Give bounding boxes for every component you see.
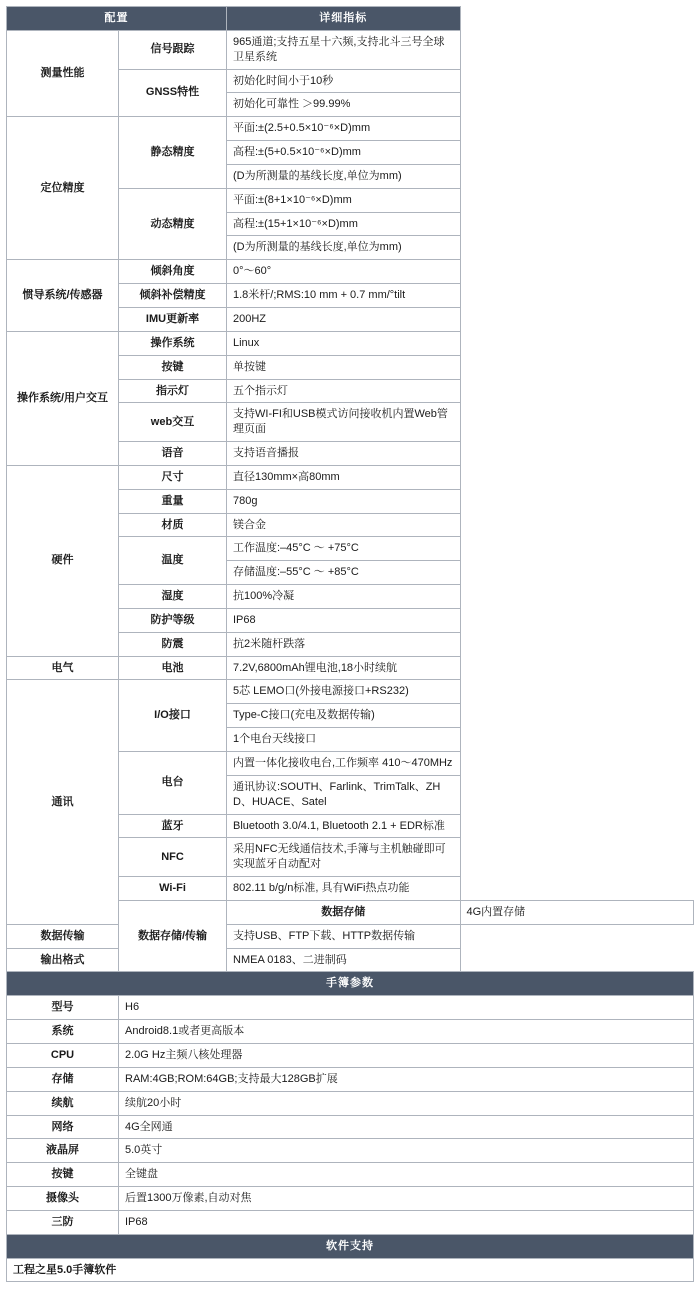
spec-group-label: 硬件 xyxy=(7,465,119,656)
spec-value: Type-C接口(充电及数据传输) xyxy=(227,704,461,728)
handbook-label: 续航 xyxy=(7,1091,119,1115)
handbook-value: 4G全网通 xyxy=(119,1115,694,1139)
spec-value: 1.8米杆/;RMS:10 mm + 0.7 mm/°tilt xyxy=(227,284,461,308)
software-table xyxy=(6,1234,694,1283)
spec-value: 1个电台天线接口 xyxy=(227,728,461,752)
spec-value: 高程:±(5+0.5×10⁻⁶×D)mm xyxy=(227,141,461,165)
table-row xyxy=(7,656,694,680)
table-row xyxy=(7,117,694,141)
handbook-table xyxy=(6,971,694,1234)
handbook-value: 后置1300万像素,自动对焦 xyxy=(119,1187,694,1211)
handbook-value: Android8.1或者更高版本 xyxy=(119,1020,694,1044)
spec-sub-label: 数据传输 xyxy=(7,924,119,948)
spec-value: 采用NFC无线通信技术,手簿与主机触碰即可实现蓝牙自动配对 xyxy=(227,838,461,877)
spec-sub-label: NFC xyxy=(119,838,227,877)
spec-value: 存储温度:–55°C ～ +85°C xyxy=(227,561,461,585)
handbook-value: RAM:4GB;ROM:64GB;支持最大128GB扩展 xyxy=(119,1067,694,1091)
spec-value: 支持USB、FTP下载、HTTP数据传输 xyxy=(227,924,461,948)
spec-sub-label: IMU更新率 xyxy=(119,307,227,331)
table-row xyxy=(7,680,694,704)
spec-value: 5芯 LEMO口(外接电源接口+RS232) xyxy=(227,680,461,704)
software-table-body xyxy=(7,1258,694,1282)
handbook-label: CPU xyxy=(7,1043,119,1067)
handbook-row xyxy=(7,996,694,1020)
spec-group-label: 惯导系统/传感器 xyxy=(7,260,119,332)
table-row xyxy=(7,260,694,284)
spec-sub-label: 输出格式 xyxy=(7,948,119,972)
handbook-row xyxy=(7,1187,694,1211)
spec-value: 965通道;支持五星十六频,支持北斗三号全球卫星系统 xyxy=(227,30,461,69)
table-row xyxy=(7,924,694,948)
spec-value: 0°～60° xyxy=(227,260,461,284)
spec-value: 200HZ xyxy=(227,307,461,331)
handbook-value: 5.0英寸 xyxy=(119,1139,694,1163)
spec-sub-label: 信号跟踪 xyxy=(119,30,227,69)
spec-sub-label: 材质 xyxy=(119,513,227,537)
handbook-label: 型号 xyxy=(7,996,119,1020)
spec-value: 支持WI-FI和USB模式访问接收机内置Web管理页面 xyxy=(227,403,461,442)
spec-value: 工作温度:–45°C ～ +75°C xyxy=(227,537,461,561)
software-section-title: 软件支持 xyxy=(7,1234,694,1258)
handbook-row xyxy=(7,1091,694,1115)
table-header-row xyxy=(7,7,694,31)
spec-value: 直径130mm×高80mm xyxy=(227,465,461,489)
handbook-row xyxy=(7,1163,694,1187)
handbook-section-bar xyxy=(7,972,694,996)
spec-sub-label: 电池 xyxy=(119,656,227,680)
spec-value: 单按键 xyxy=(227,355,461,379)
main-spec-table xyxy=(6,6,694,972)
handbook-label: 液晶屏 xyxy=(7,1139,119,1163)
handbook-row xyxy=(7,1020,694,1044)
spec-sub-label: 倾斜补偿精度 xyxy=(119,284,227,308)
spec-sub-label: 倾斜角度 xyxy=(119,260,227,284)
software-value: 工程之星5.0手簿软件 xyxy=(7,1258,694,1282)
handbook-row xyxy=(7,1067,694,1091)
spec-sub-label: 语音 xyxy=(119,442,227,466)
spec-value: 五个指示灯 xyxy=(227,379,461,403)
software-row xyxy=(7,1258,694,1282)
spec-sub-label: 防护等级 xyxy=(119,608,227,632)
handbook-value: 全键盘 xyxy=(119,1163,694,1187)
spec-group-label: 电气 xyxy=(7,656,119,680)
software-section-bar xyxy=(7,1234,694,1258)
handbook-row xyxy=(7,1139,694,1163)
spec-value: 通讯协议:SOUTH、Farlink、TrimTalk、ZHD、HUACE、Satel xyxy=(227,775,461,814)
handbook-row xyxy=(7,1115,694,1139)
handbook-value: IP68 xyxy=(119,1210,694,1234)
spec-value: 内置一体化接收电台,工作频率 410～470MHz xyxy=(227,752,461,776)
header-config: 配置 xyxy=(7,7,227,31)
spec-sub-label: 电台 xyxy=(119,752,227,815)
table-row xyxy=(7,331,694,355)
handbook-label: 摄像头 xyxy=(7,1187,119,1211)
main-table-body xyxy=(7,30,694,972)
spec-value: (D为所测量的基线长度,单位为mm) xyxy=(227,236,461,260)
handbook-value: H6 xyxy=(119,996,694,1020)
spec-sub-label: 防震 xyxy=(119,632,227,656)
spec-value: 支持语音播报 xyxy=(227,442,461,466)
spec-value: Linux xyxy=(227,331,461,355)
spec-value: Bluetooth 3.0/4.1, Bluetooth 2.1 + EDR标准 xyxy=(227,814,461,838)
spec-sub-label: 重量 xyxy=(119,489,227,513)
spec-value: (D为所测量的基线长度,单位为mm) xyxy=(227,164,461,188)
spec-sub-label: 指示灯 xyxy=(119,379,227,403)
spec-sub-label: Wi-Fi xyxy=(119,877,227,901)
spec-sub-label: I/O接口 xyxy=(119,680,227,752)
handbook-label: 按键 xyxy=(7,1163,119,1187)
spec-value: 抗2米随杆跌落 xyxy=(227,632,461,656)
spec-value: 抗100%冷凝 xyxy=(227,585,461,609)
spec-value: 802.11 b/g/n标准, 具有WiFi热点功能 xyxy=(227,877,461,901)
handbook-label: 系统 xyxy=(7,1020,119,1044)
spec-value: 4G内置存储 xyxy=(460,900,694,924)
table-row xyxy=(7,30,694,69)
handbook-label: 网络 xyxy=(7,1115,119,1139)
spec-group-label: 操作系统/用户交互 xyxy=(7,331,119,465)
spec-value: 初始化可靠性 ＞99.99% xyxy=(227,93,461,117)
table-row xyxy=(7,465,694,489)
spec-value: 7.2V,6800mAh锂电池,18小时续航 xyxy=(227,656,461,680)
spec-sub-label: web交互 xyxy=(119,403,227,442)
spec-sub-label: 尺寸 xyxy=(119,465,227,489)
spec-sub-label: 温度 xyxy=(119,537,227,585)
spec-group-label: 定位精度 xyxy=(7,117,119,260)
header-detail: 详细指标 xyxy=(227,7,461,31)
spec-sub-label: 蓝牙 xyxy=(119,814,227,838)
spec-sub-label: 数据存储 xyxy=(227,900,461,924)
table-row xyxy=(7,948,694,972)
spec-sub-label: 按键 xyxy=(119,355,227,379)
spec-sub-label: 操作系统 xyxy=(119,331,227,355)
spec-value: 高程:±(15+1×10⁻⁶×D)mm xyxy=(227,212,461,236)
spec-group-label: 通讯 xyxy=(7,680,119,924)
spec-sub-label: 静态精度 xyxy=(119,117,227,189)
handbook-row xyxy=(7,1043,694,1067)
spec-group-label: 数据存储/传输 xyxy=(119,900,227,972)
handbook-value: 2.0G Hz主频八核处理器 xyxy=(119,1043,694,1067)
handbook-value: 续航20小时 xyxy=(119,1091,694,1115)
spec-sub-label: 湿度 xyxy=(119,585,227,609)
spec-value: IP68 xyxy=(227,608,461,632)
spec-value: 平面:±(2.5+0.5×10⁻⁶×D)mm xyxy=(227,117,461,141)
spec-value: 初始化时间小于10秒 xyxy=(227,69,461,93)
spec-value: 镁合金 xyxy=(227,513,461,537)
spec-value: 平面:±(8+1×10⁻⁶×D)mm xyxy=(227,188,461,212)
spec-sub-label: 动态精度 xyxy=(119,188,227,260)
handbook-table-body xyxy=(7,996,694,1234)
handbook-row xyxy=(7,1210,694,1234)
spec-sub-label: GNSS特性 xyxy=(119,69,227,117)
spec-group-label: 测量性能 xyxy=(7,30,119,116)
spec-value: 780g xyxy=(227,489,461,513)
handbook-label: 三防 xyxy=(7,1210,119,1234)
handbook-label: 存储 xyxy=(7,1067,119,1091)
spec-value: NMEA 0183、二进制码 xyxy=(227,948,461,972)
handbook-section-title: 手簿参数 xyxy=(7,972,694,996)
